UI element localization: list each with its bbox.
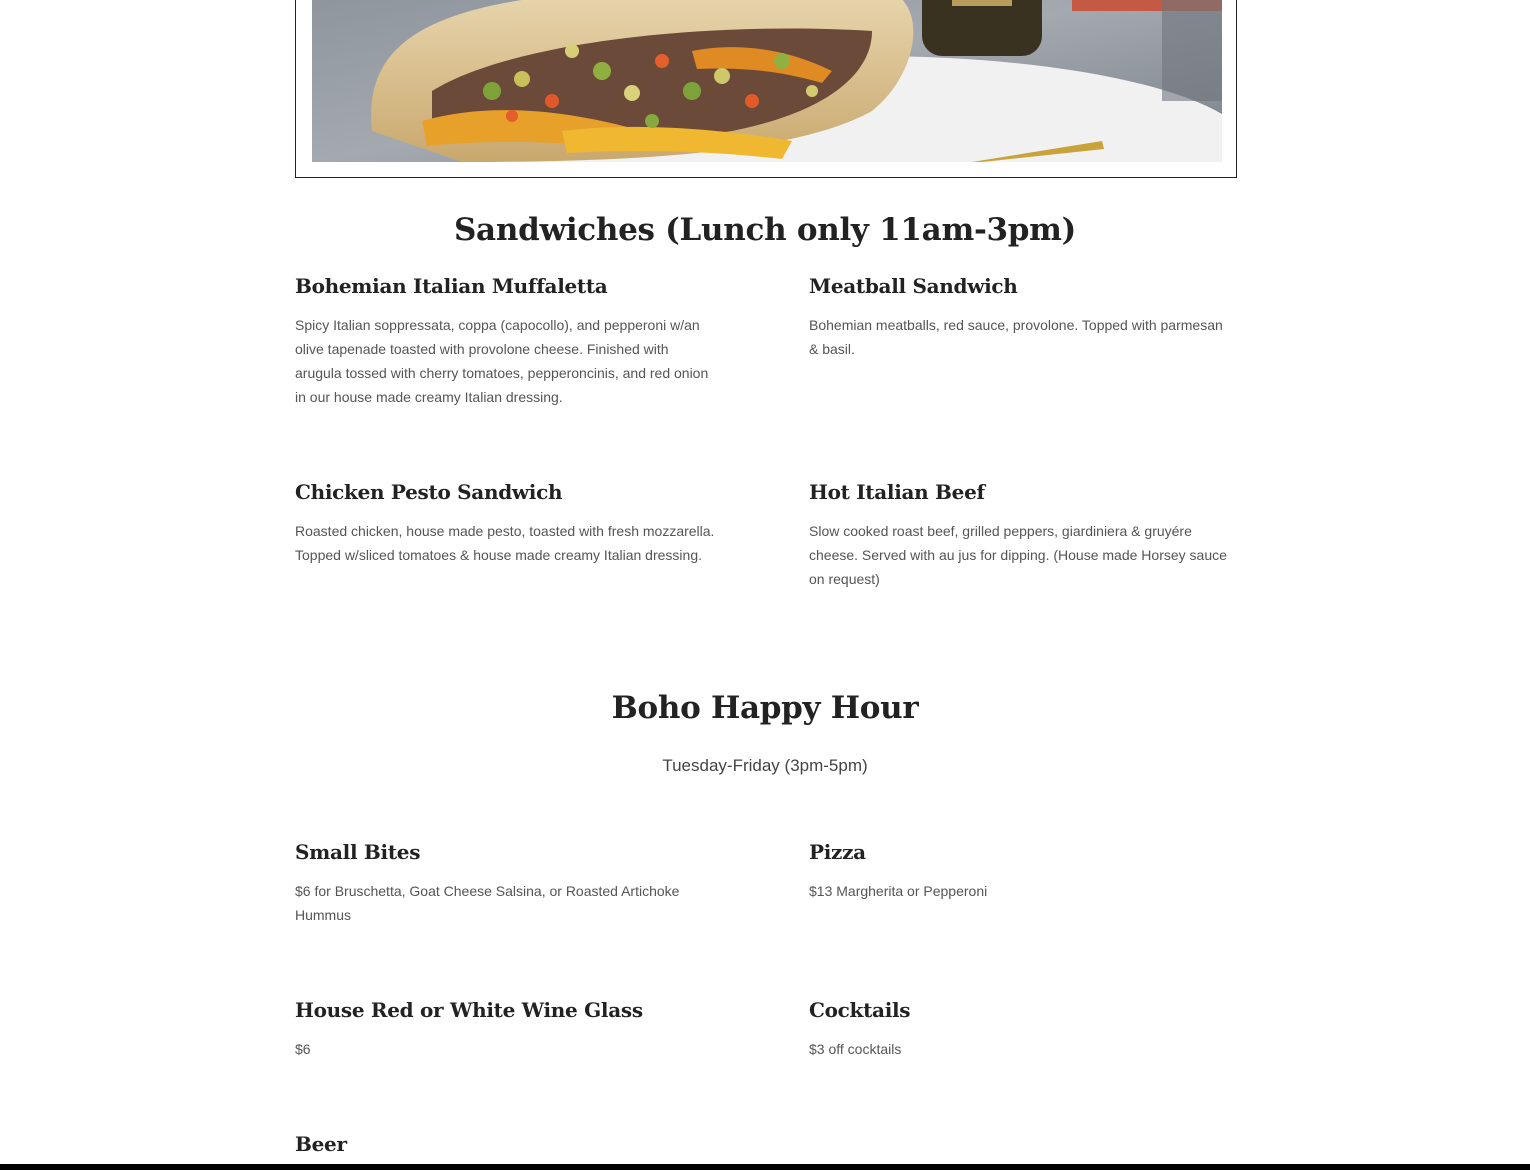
- menu-item-description: Spicy Italian soppressata, coppa (capocollo), and pepperoni w/an olive tapenade toasted with provolone cheese. Finished with arugula tossed with cherry tomatoes, pepperoncinis, and red onion in our house made creamy Italian dressing.: [295, 317, 709, 405]
- menu-item-description: Roasted chicken, house made pesto, toasted with fresh mozzarella. Topped w/sliced tomatoes & house made creamy Italian dressing.: [295, 523, 715, 563]
- sandwich-photo: [312, 0, 1222, 162]
- sandwiches-section-title: Sandwiches (Lunch only 11am-3pm): [453, 212, 1077, 248]
- menu-item-description: $13 Margherita or Pepperoni: [809, 883, 988, 899]
- menu-item-chicken-pesto: [295, 479, 715, 567]
- menu-item-name: Cocktails: [809, 998, 911, 1022]
- menu-item-description: Bohemian meatballs, red sauce, provolone. Topped with parmesan & basil.: [809, 317, 1223, 357]
- menu-item-small-bites: [295, 839, 715, 927]
- menu-item-name: Beer: [295, 1132, 347, 1156]
- hero-image-frame: [295, 0, 1237, 178]
- menu-item-house-wine: [295, 997, 755, 1061]
- menu-item-description: $6: [295, 1041, 311, 1057]
- menu-item-name: House Red or White Wine Glass: [295, 998, 643, 1022]
- menu-item-name: Hot Italian Beef: [809, 480, 985, 504]
- menu-item-name: Small Bites: [295, 840, 421, 864]
- menu-item-name: Pizza: [809, 840, 866, 864]
- menu-item-description: $6 for Bruschetta, Goat Cheese Salsina, or Roasted Artichoke Hummus: [295, 883, 680, 923]
- menu-item-name: Bohemian Italian Muffaletta: [295, 274, 608, 298]
- menu-item-hot-italian-beef: [809, 479, 1229, 591]
- menu-item-muffaletta: [295, 273, 715, 409]
- bottom-edge-bar: [0, 1164, 1530, 1170]
- happy-hour-section-title: Boho Happy Hour: [611, 690, 919, 726]
- menu-item-description: Slow cooked roast beef, grilled peppers, giardiniera & gruyére cheese. Served with au jus for dipping. (House made Horsey sauce on request): [809, 523, 1227, 587]
- menu-item-name: Meatball Sandwich: [809, 274, 1018, 298]
- menu-item-name: Chicken Pesto Sandwich: [295, 480, 563, 504]
- menu-item-cocktails: [809, 997, 1229, 1061]
- menu-item-pizza: [809, 839, 1229, 903]
- happy-hour-schedule: Tuesday-Friday (3pm-5pm): [662, 756, 868, 775]
- menu-item-meatball-sandwich: [809, 273, 1229, 361]
- menu-item-description: $3 off cocktails: [809, 1041, 902, 1057]
